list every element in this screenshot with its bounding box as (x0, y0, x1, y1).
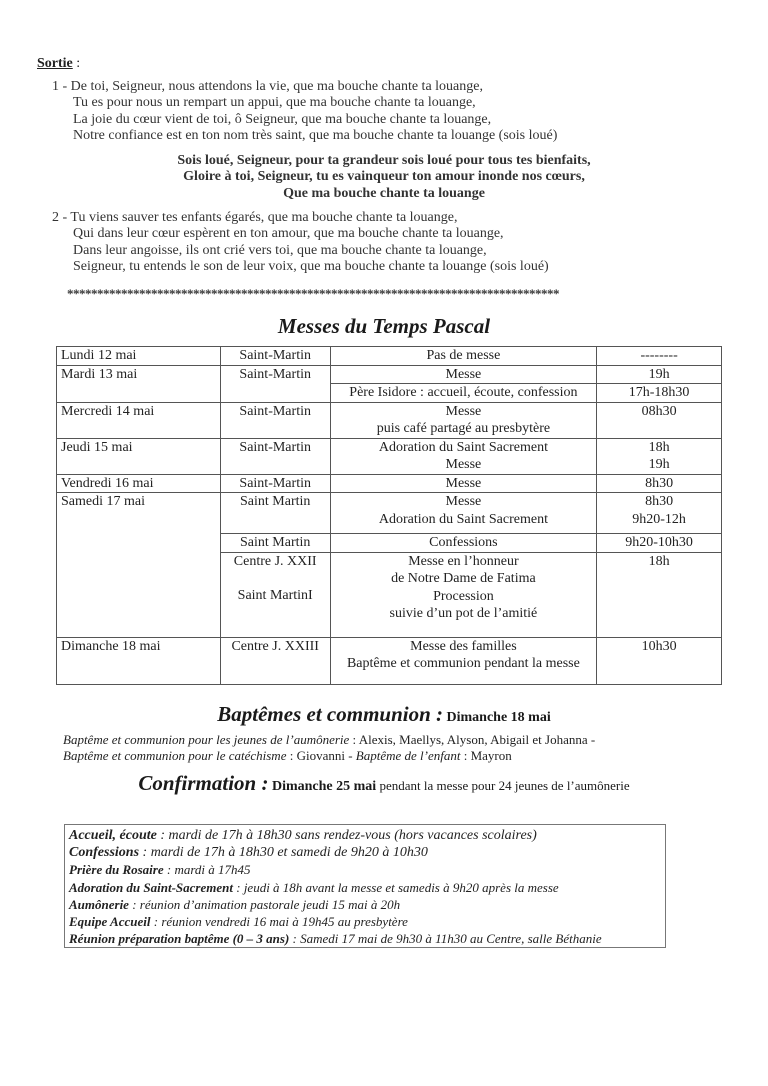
info-label: Accueil, écoute (69, 828, 157, 843)
day-cell: Mardi 13 mai (57, 365, 221, 402)
refrain-line: Gloire à toi, Seigneur, tu es vainqueur ton amour inonde nos cœurs, (183, 169, 585, 185)
info-label: Aumônerie (69, 896, 129, 912)
baptemes-title: Baptêmes et communion : (217, 702, 444, 726)
baptemes-line-2 (63, 747, 512, 764)
sortie-heading (37, 56, 80, 72)
event-cell (330, 637, 597, 684)
verse-line: Dans leur angoisse, ils ont crié vers toi, que ma bouche chante ta louange, (73, 242, 487, 258)
event-cell (330, 402, 597, 438)
day-cell: Vendredi 16 mai (57, 474, 221, 493)
event-cell: Confessions (330, 534, 597, 553)
info-text: : Samedi 17 mai de 9h30 à 11h30 au Centre, salle Béthanie (289, 931, 602, 947)
confirmation-date: Dimanche 25 mai (268, 779, 377, 794)
baptemes-line-label: Baptême et communion pour les jeunes de l’aumônerie (63, 732, 350, 747)
confirmation-text: pendant la messe pour 24 jeunes de l’aumônerie (376, 778, 630, 793)
table-row (57, 474, 722, 493)
info-label: Equipe Accueil (69, 914, 151, 930)
event-line: Procession (433, 588, 494, 604)
place-cell: Saint-Martin (220, 438, 330, 474)
event-line: Baptême et communion pendant la messe (346, 656, 580, 671)
info-label: Confessions (69, 845, 140, 861)
event-line: de Notre Dame de Fatima (391, 571, 536, 586)
verse-line: Seigneur, tu entends le son de leur voix, que ma bouche chante ta louange (sois loué) (73, 259, 549, 275)
baptemes-line-text: : Giovanni - (286, 748, 356, 763)
day-cell: Mercredi 14 mai (57, 402, 221, 438)
refrain-line: Sois loué, Seigneur, pour ta grandeur sois loué pour tous tes bienfaits, (177, 153, 591, 168)
time-cell: 17h-18h30 (597, 384, 722, 403)
place-cell: Centre J. XXIII (220, 637, 330, 684)
info-row (69, 844, 661, 861)
separator: ********************************************************************************** (67, 286, 559, 301)
time-cell: 8h30 (597, 474, 722, 493)
verse-line: Notre confiance est en ton nom très saint, que ma bouche chante ta louange (sois loué) (73, 128, 558, 144)
info-label: Prière du Rosaire (69, 862, 164, 878)
info-text: : mardi de 17h à 18h30 sans rendez-vous (hors vacances scolaires) (156, 828, 537, 843)
event-line: puis café partagé au presbytère (376, 421, 551, 436)
table-row (57, 493, 722, 534)
event-cell: Messe (330, 474, 597, 493)
event-line: Adoration du Saint Sacrement (378, 511, 548, 527)
baptemes-heading (0, 702, 768, 727)
info-row (69, 913, 661, 930)
time-cell: 10h30 (597, 637, 722, 684)
day-cell: Jeudi 15 mai (57, 438, 221, 474)
info-row (69, 861, 661, 878)
time-cell: 19h (597, 365, 722, 384)
place-cell (220, 552, 330, 637)
info-label: Adoration du Saint-Sacrement (69, 879, 233, 895)
confirmation-heading (0, 771, 768, 796)
refrain (0, 153, 768, 202)
verse-1 (52, 79, 557, 145)
verse-line: Qui dans leur cœur espèrent en ton amour, que ma bouche chante ta louange, (73, 226, 504, 242)
time-line: 8h30 (645, 494, 674, 509)
baptemes-line-label: Baptême de l’enfant (355, 748, 461, 763)
time-cell (597, 493, 722, 534)
time-line: 9h20-12h (632, 511, 686, 527)
event-line: Messe (445, 494, 482, 509)
info-row (69, 896, 661, 913)
place-cell: Saint Martin (220, 493, 330, 534)
event-cell (330, 552, 597, 637)
masses-title: Messes du Temps Pascal (277, 314, 491, 338)
time-cell: 18h (597, 552, 722, 637)
verse-2 (52, 210, 549, 276)
time-cell (597, 438, 722, 474)
time-line: 19h (648, 457, 670, 472)
info-row (69, 879, 661, 896)
sortie-suffix: : (72, 56, 81, 71)
event-line: Messe (445, 457, 482, 472)
refrain-line: Que ma bouche chante ta louange (283, 185, 485, 201)
place-cell: Saint-Martin (220, 365, 330, 402)
baptemes-line-label: Baptême et communion pour le catéchisme (63, 748, 287, 763)
table-row (57, 637, 722, 684)
table-row (57, 438, 722, 474)
time-cell: 08h30 (597, 402, 722, 438)
event-line: Messe (445, 403, 482, 419)
event-line: Messe des familles (410, 638, 517, 654)
baptemes-line-text: : Alexis, Maellys, Alyson, Abigail et Johanna - (349, 732, 596, 747)
table-row (57, 402, 722, 438)
day-cell: Samedi 17 mai (57, 493, 221, 638)
event-cell (330, 493, 597, 534)
time-cell: 9h20-10h30 (597, 534, 722, 553)
info-row (69, 930, 661, 947)
info-text: : mardi de 17h à 18h30 et samedi de 9h20 à 10h30 (139, 845, 428, 861)
place-line: Saint MartinI (237, 588, 313, 603)
event-cell: Pas de messe (330, 347, 597, 366)
place-cell: Saint-Martin (220, 474, 330, 493)
place-cell: Saint-Martin (220, 347, 330, 366)
time-line: 18h (648, 439, 670, 455)
masses-schedule-table (56, 346, 722, 685)
event-cell: Père Isidore : accueil, écoute, confession (330, 384, 597, 403)
info-label: Réunion préparation baptême (0 – 3 ans) (69, 931, 290, 947)
baptemes-date: Dimanche 18 mai (443, 710, 551, 725)
verse-line: 1 - De toi, Seigneur, nous attendons la vie, que ma bouche chante ta louange, (52, 79, 483, 94)
info-text: : mardi à 17h45 (163, 862, 251, 878)
event-line: Adoration du Saint Sacrement (378, 439, 548, 455)
place-cell: Saint Martin (220, 534, 330, 553)
info-text: : réunion d’animation pastorale jeudi 15 mai à 20h (128, 896, 401, 912)
verse-line: Tu es pour nous un rempart un appui, que ma bouche chante ta louange, (73, 95, 476, 111)
event-cell (330, 438, 597, 474)
verse-line: La joie du cœur vient de toi, ô Seigneur, que ma bouche chante ta louange, (73, 111, 492, 127)
baptemes-line-text: : Mayron (460, 748, 512, 763)
info-text: : jeudi à 18h avant la messe et samedis à 9h20 après la messe (232, 879, 559, 895)
event-cell: Messe (330, 365, 597, 384)
table-row (57, 365, 722, 384)
confirmation-title: Confirmation : (138, 771, 269, 795)
baptemes-line-1 (63, 731, 595, 748)
day-cell: Dimanche 18 mai (57, 637, 221, 684)
info-box (64, 824, 666, 948)
info-row (69, 827, 661, 844)
place-line: Centre J. XXII (233, 553, 317, 569)
event-line: Messe en l’honneur (408, 553, 519, 569)
place-cell: Saint-Martin (220, 402, 330, 438)
day-cell: Lundi 12 mai (57, 347, 221, 366)
time-cell: -------- (597, 347, 722, 366)
sortie-label: Sortie (37, 56, 73, 71)
event-line: suivie d’un pot de l’amitié (389, 606, 538, 621)
info-text: : réunion vendredi 16 mai à 19h45 au presbytère (150, 914, 408, 930)
table-row (57, 347, 722, 366)
verse-line: 2 - Tu viens sauver tes enfants égarés, que ma bouche chante ta louange, (52, 210, 458, 225)
